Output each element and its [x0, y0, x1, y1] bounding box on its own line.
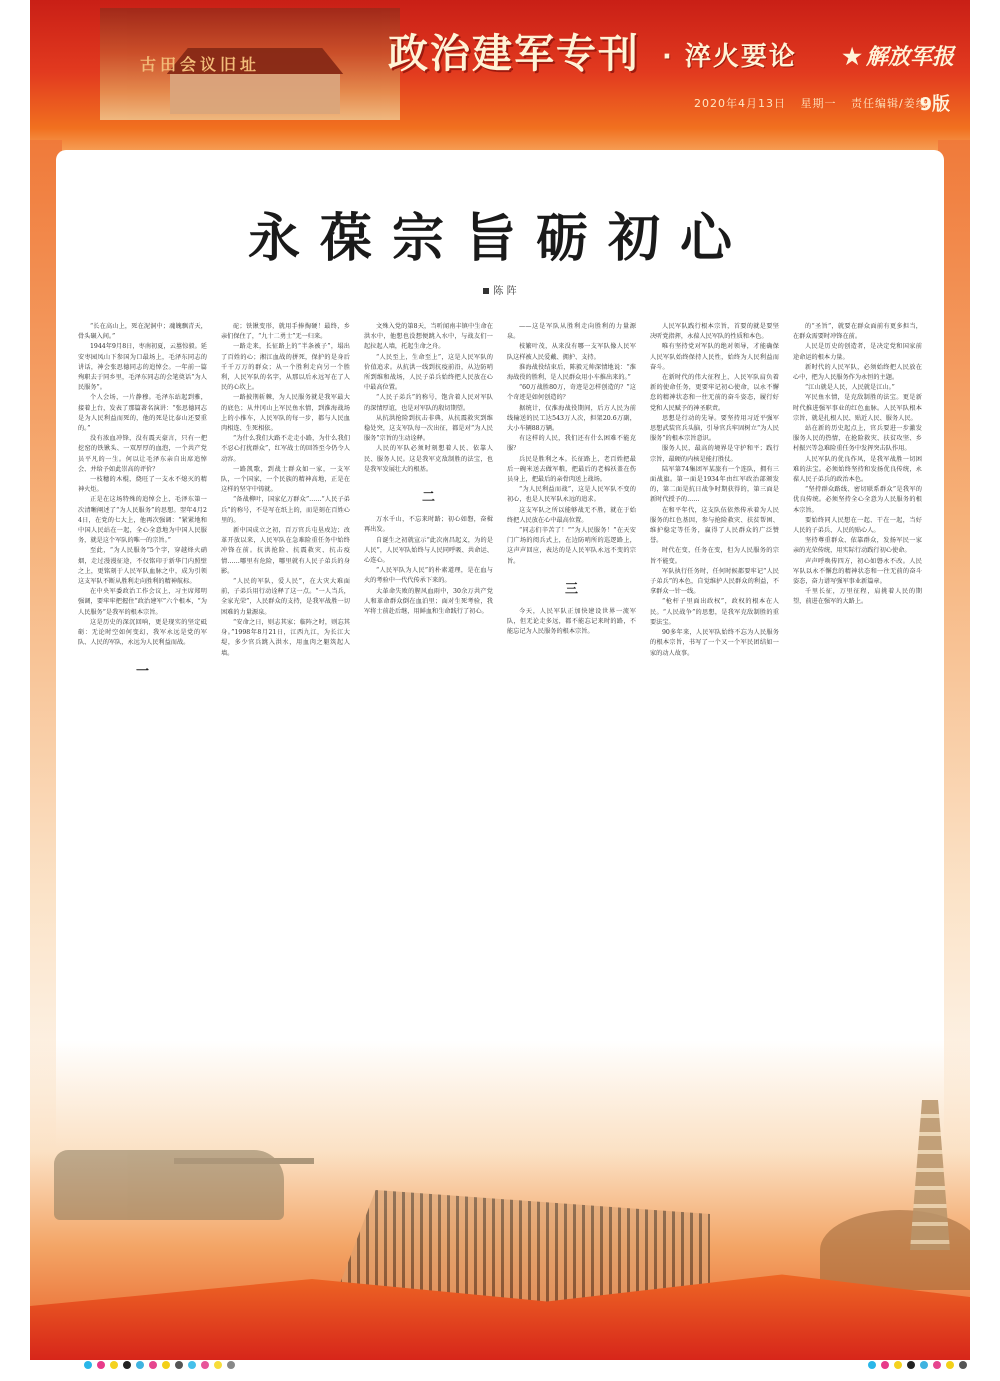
text-column-6	[793, 322, 922, 1082]
paragraph: 今天，人民军队正加快建设世界一流军队，但无论走多远，都不能忘记来时的路，不能忘记为人民服务的根本宗旨。	[507, 608, 636, 636]
color-dot	[868, 1361, 876, 1369]
text-column-3	[364, 322, 493, 1082]
paragraph: 要始终同人民想在一起、干在一起，当好人民的子弟兵、人民的贴心人。	[793, 516, 922, 535]
paragraph: 人民军队的优良作风，是我军战胜一切困难的法宝。必须始终坚持和发扬优良传统，永葆人民子弟兵的政治本色。	[793, 455, 922, 484]
text-column-4	[507, 322, 636, 1082]
photo-sign: 古田会议旧址	[140, 55, 261, 74]
tank-barrel	[174, 1158, 314, 1164]
article-byline	[0, 282, 1000, 297]
paragraph: 一路披荆斩棘，为人民服务就是我军最大的底色；从井冈山上军民鱼水情，到淮海战场上的小推车，人民军队的每一步，都与人民血肉相连、生死相依。	[221, 394, 350, 433]
paragraph: 大革命失败的腥风血雨中，30余万共产党人和革命群众倒在血泊里；面对生死考验，我军将士前赴后继，用鲜血和生命践行了初心。	[364, 587, 493, 616]
text-column-2	[221, 322, 350, 1082]
column-title: 政治建军专刊	[388, 31, 640, 77]
paragraph: 在和平年代，这支队伍依然传承着为人民服务的红色基因，参与抢险救灾、扶贫帮困、维护稳定等任务，赢得了人民群众的广泛赞誉。	[650, 506, 779, 545]
paragraph: 砣；铁锹变形，就用手捧掏硬！最终，乡亲们保住了，“九十二勇士”无一归来。	[221, 323, 350, 341]
article-body	[78, 322, 922, 1082]
paragraph: 枝繁叶茂，从来没有哪一支军队像人民军队这样被人民爱戴、拥护、支持。	[507, 343, 636, 361]
color-dot	[149, 1361, 157, 1369]
paragraph: 这支军队之所以能够战无不胜，就在于始终把人民放在心中最高位置。	[507, 506, 636, 524]
paragraph: 1944年9月8日，枣南初夏，云墓惊毅。延安枣园凤山下参国为口最场上，毛泽东同志的讲话，神会张思德同志的追悼会。一年前一篇殉职去于同乡里，毛泽东同志的会笔奠话“为人民服务”。	[78, 343, 207, 392]
building-wall	[170, 74, 340, 114]
paragraph: 一路凯歌，到战士群众如一家，一支军队，一个国家，一个民族的精神高地，正是在这样的坚守中铸就。	[221, 465, 350, 494]
byline-marker	[483, 288, 489, 294]
paragraph: 时代在变，任务在变，但为人民服务的宗旨不能变。	[650, 547, 779, 565]
paragraph: 一枝穗的木棍，烧旺了一支永不熄灭的精神火炬。	[78, 476, 207, 494]
paragraph: “为人民利益而战”，这是人民军队不变的初心，也是人民军队永远的追求。	[507, 486, 636, 504]
paragraph: 服务人民，最高的境界是守护和平；践行宗旨，最硬的内核是能打胜仗。	[650, 445, 779, 463]
bottom-illustration	[30, 1040, 970, 1360]
paragraph: 90多年来，人民军队始终不忘为人民服务的根本宗旨，书写了一个又一个军民团结如一家的动人故事。	[650, 629, 779, 657]
paragraph: 有这样的人民，我们还有什么困难不能克服？	[507, 435, 636, 453]
paragraph: 唯有坚持党对军队的绝对领导，才能确保人民军队始终保持人民性，始终为人民利益而奋斗。	[650, 343, 779, 371]
paragraph: 在中央军委政治工作会议上，习主席郑明强调，要牢牢把握住“政治建军”六个根本，“为人民服务”是我军的根本宗旨。	[78, 588, 207, 616]
paragraph: 这是历史的深沉回响，更是现实的坚定砥砺：无论时空如何变幻，我军永远是党的军队、人民的军队，永远为人民利益而战。	[78, 618, 207, 647]
color-dot	[123, 1361, 131, 1369]
editor-credit: 责任编辑/姜缘	[851, 97, 928, 110]
paragraph: 没有浓血冲锋，没有震天豪言，只有一把挖窑的铁锹头、一双厚厚的血泡，一个共产党员平凡的一生。何以让毛泽东亲自出席追悼会、并给予如此崇高的评价？	[78, 435, 207, 473]
issue-weekday: 星期一	[800, 97, 837, 110]
paragraph: 在新时代的伟大征程上，人民军队肩负着新的使命任务，更要牢记初心使命，以永不懈怠的精神状态和一往无前的奋斗姿态，履行好党和人民赋予的神圣职责。	[650, 374, 779, 412]
masthead-banner	[30, 0, 970, 160]
color-dot	[188, 1361, 196, 1369]
color-dot	[97, 1361, 105, 1369]
color-dot	[84, 1361, 92, 1369]
page-number: 9版	[919, 94, 950, 115]
paragraph: 思想是行动的先导。要坚持用习近平强军思想武装官兵头脑，引导官兵牢固树立“为人民服务”的根本宗旨意识。	[650, 414, 779, 443]
paragraph: 兵民是胜利之本。长征路上，老百姓把最后一碗米送去做军粮，把最后的老棉袄盖在伤员身上，把最后的亲骨肉送上战场。	[507, 455, 636, 484]
text-column-1	[78, 322, 207, 1082]
author-name: 陈 阵	[493, 286, 517, 297]
paragraph: “人民至上，生命至上”，这是人民军队的价值追求。从抗洪一线到抗疫前沿，从边防哨所到维和战场，人民子弟兵始终把人民放在心中最高位置。	[364, 353, 493, 392]
paragraph: 的“圣旨”，就要在群众面前有更多担当，在群众需要时冲锋在前。	[793, 323, 922, 341]
section-marker-1: 一	[135, 663, 149, 679]
column-subtitle: · 淬火要论	[662, 42, 797, 72]
paragraph: 声声呼唤传四方，初心如磐永不改。人民军队以永不懈怠的精神状态和一往无前的奋斗姿态，奋力谱写强军事业新篇章。	[793, 557, 922, 586]
paragraph: 新时代的人民军队，必须始终把人民放在心中，把为人民服务作为永恒的主题。	[793, 363, 922, 382]
color-dot	[110, 1361, 118, 1369]
pagoda-tower	[910, 1100, 950, 1250]
color-dot	[920, 1361, 928, 1369]
paragraph: 人民是历史的创造者，是决定党和国家前途命运的根本力量。	[793, 343, 922, 361]
paragraph: 坚持尊重群众、依靠群众，发扬军民一家亲的光荣传统，用实际行动践行初心使命。	[793, 537, 922, 555]
paragraph: “江山就是人民，人民就是江山。”	[805, 384, 895, 392]
paragraph: 新中国成立之初，百万官兵屯垦戍边；改革开放以来，人民军队在急难险重任务中始终冲锋在前。抗洪抢险、抗震救灾、抗击疫情……哪里有危险，哪里就有人民子弟兵的身影。	[221, 527, 350, 575]
paragraph: “枪杆子里面出政权”，政权的根本在人民。“人民战争”的思想，是我军克敌制胜的重要法宝。	[650, 598, 779, 626]
brand-name: 解放军报	[865, 44, 954, 70]
paragraph: 文殊入党的第8天，当听闻南丰镇中生命在洪水中，他想也没想便跳入水中，与战友们一起拉起人墙，托起生命之舟。	[364, 323, 493, 351]
color-dot	[201, 1361, 209, 1369]
paragraph: 站在新的历史起点上，官兵要进一步激发服务人民的热情，在抢险救灾、扶贫攻坚、乡村振兴等急难险重任务中发挥突击队作用。	[793, 425, 922, 453]
paragraph: 一路走来，长征路上的“半条被子”，塌出了百姓的心；湘江血战的拼死，保护的是身后千千万万的群众；从一个胜利走向另一个胜利，人民军队的名字，从那以后永远写在了人民的心坎上。	[221, 343, 350, 392]
color-dot	[214, 1361, 222, 1369]
paragraph: 据统计，仅淮海战役期间，后方人民为前线输送的民工达543万人次，担架20.6万副，大小车辆88万辆。	[507, 404, 636, 433]
paragraph: “同志们辛苦了！”“为人民服务！”在天安门广场的阅兵式上，在边防哨所的巡逻路上，这声声回应，表达的是人民军队永远不变的宗旨。	[507, 527, 636, 565]
paragraph: “备战柳叶，国家亿万群众”……“人民子弟兵”的称号，不是写在纸上的，而是刻在百姓心里的。	[221, 496, 350, 524]
color-dot	[894, 1361, 902, 1369]
registration-colorbar-left	[84, 1361, 235, 1369]
paragraph: “人民的军队，爱人民”，在大灾大难面前，子弟兵用行动诠释了这一点。“一人当兵，全家光荣”，人民群众的支持，是我军战胜一切困难的力量源泉。	[221, 578, 350, 616]
registration-colorbar-right	[868, 1361, 967, 1369]
article-headline: 永葆宗旨砺初心	[247, 208, 752, 269]
paragraph: “为什么我们大路不走走小路，为什么我们不忍心打扰群众”，红军战士的回答至今仍令人动容。	[221, 435, 350, 463]
color-dot	[136, 1361, 144, 1369]
paragraph: “60万战胜80万，奇迹是怎样创造的？”这个奇迹是如何创造的？	[507, 384, 636, 402]
paragraph: 陆军第74集团军某旅有一个连队，拥有三面战旗。第一面是1934年由红军政治部颁发的，第二面是抗日战争时期获得的，第三面是新时代授予的……	[650, 465, 779, 504]
paragraph: 淮海战役结束后，陈毅元帅深情地说：“淮海战役的胜利，是人民群众用小车推出来的。”	[507, 363, 636, 382]
masthead-photo	[100, 8, 400, 120]
section-marker-3: 三	[564, 581, 578, 597]
paragraph: 军民鱼水情，是克敌制胜的法宝。更是新时代推进强军事业的红色血脉。人民军队根本宗旨，就是扎根人民、贴近人民、服务人民。	[793, 394, 922, 422]
color-dot	[959, 1361, 967, 1369]
paragraph: “坚持群众路线、密切联系群众”是我军的优良传统。必须坚持全心全意为人民服务的根本宗旨。	[793, 486, 922, 514]
issue-date: 2020年4月13日	[694, 97, 786, 110]
paragraph: 正是在这场特殊的追悼会上，毛泽东第一次清晰阐述了“为人民服务”的思想。翌年4月24日，在党的七大上，他再次强调：“紧紧地和中国人民站在一起，全心全意地为中国人民服务，就是这个军队的唯一的宗旨。”	[78, 496, 207, 545]
dateline	[694, 95, 938, 111]
section-marker-2: 二	[421, 490, 435, 506]
paragraph: “人民军队为人民”的朴素道理，是在血与火的考验中一代代传承下来的。	[364, 567, 493, 585]
star-icon: ★	[842, 44, 862, 70]
paragraph: 个人会场，一片静穆。毛泽东站起到雅，接着上台，发表了那篇著名演讲：“张思德同志是为人民利益而死的，他的死是比泰山还要重的。”	[78, 394, 207, 433]
paragraph: 千里长征，万里征程，肩挑着人民的期望，前进在强军的大路上。	[793, 588, 922, 606]
paragraph: 万水千山，不忘来时路；初心如磐，奋楫再出发。	[364, 516, 493, 534]
color-dot	[907, 1361, 915, 1369]
paragraph: “安命之日，则志其家；临阵之时，则忘其身。”1998年8月21日，江西九江，为长江大堤，多少官兵跳入洪水，用血肉之躯筑起人墙。	[221, 618, 350, 657]
color-dot	[162, 1361, 170, 1369]
color-dot	[933, 1361, 941, 1369]
paragraph: 自诞生之初就宣示“此次南昌起义，为的是人民”，人民军队始终与人民同呼吸、共命运、心连心。	[364, 536, 493, 565]
color-dot	[227, 1361, 235, 1369]
paragraph: ——这是军队从胜利走向胜利的力量源泉。	[507, 323, 636, 341]
tank-silhouette	[54, 1150, 284, 1220]
text-column-5	[650, 322, 779, 1082]
paragraph: 军队执行任务时，任何时候都要牢记“人民子弟兵”的本色，自觉维护人民群众的利益，不拿群众一针一线。	[650, 567, 779, 596]
paragraph: 至此，“为人民服务”5个字，穿越烽火硝烟，走过漫漫征途，不仅铭印于新华门内照壁之上，更铭刻于人民军队血脉之中，成为引领这支军队不断从胜利走向胜利的精神航标。	[78, 547, 207, 586]
paragraph: “人民子弟兵”的称号，饱含着人民对军队的深情厚谊，也是对军队的殷切期望。	[364, 394, 493, 412]
color-dot	[881, 1361, 889, 1369]
paragraph: 从抗洪抢险到抗击非典，从抗震救灾到维稳处突，这支军队每一次出征，都是对“为人民服务”宗旨的生动诠释。	[364, 414, 493, 443]
paragraph: 人民军队践行根本宗旨，首要的就是要坚决听党指挥，永葆人民军队的性质和本色。	[650, 323, 779, 341]
paragraph: “长在高山上，死在泥洞中；魂魄飘青天，骨头碾入间。”	[78, 323, 207, 341]
color-dot	[946, 1361, 954, 1369]
color-dot	[175, 1361, 183, 1369]
newspaper-brand	[842, 40, 954, 71]
paragraph: 人民的军队必须时刻想着人民、依靠人民、服务人民。这是我军克敌制胜的法宝，也是我军发展壮大的根基。	[364, 445, 493, 473]
